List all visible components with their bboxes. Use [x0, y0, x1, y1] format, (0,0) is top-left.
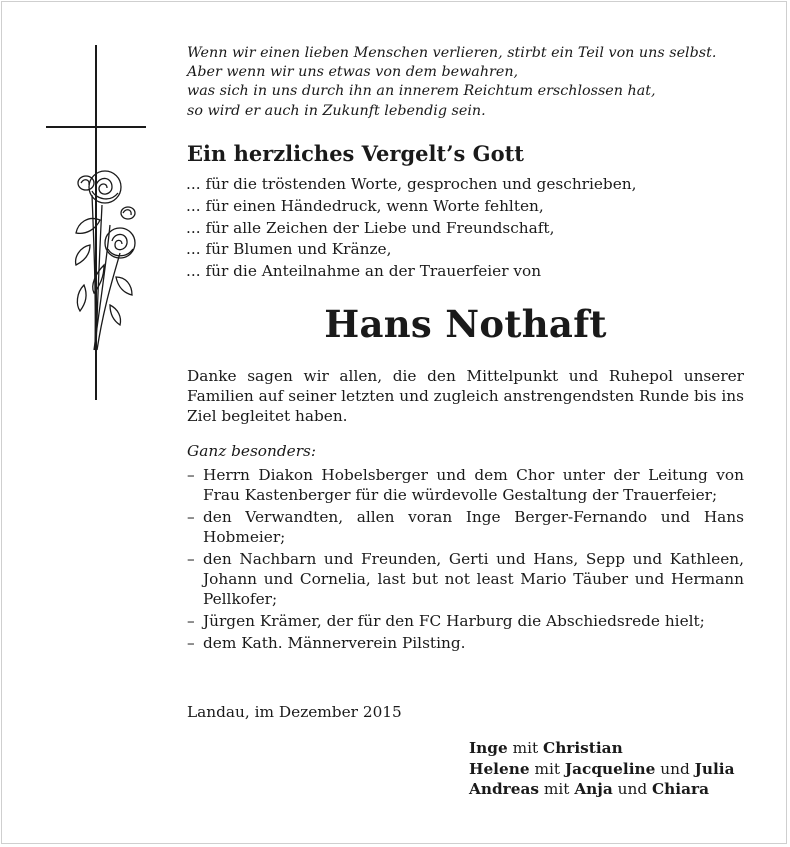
connector-word: und — [660, 759, 690, 778]
list-item-text: dem Kath. Männerverein Pilsting. — [203, 634, 466, 652]
thanks-body-text: Danke sagen wir allen, die den Mittelpunkt und Ruhepol unserer Familien auf seiner letzten und zugleich anstrengendsten Runde bis ins Ziel begleitet haben. — [187, 367, 744, 425]
signer-name: Chiara — [652, 780, 709, 798]
signer-name: Anja — [574, 780, 613, 798]
intro-line: was sich in uns durch ihn an innerem Reichtum erschlossen hat, — [187, 83, 656, 100]
connector-word: und — [617, 780, 648, 798]
dash-bullet: – — [187, 550, 195, 568]
reasons-list — [186, 174, 636, 283]
dash-bullet: – — [187, 612, 195, 630]
connector-word: mit — [512, 739, 539, 757]
cross-with-roses — [40, 40, 160, 410]
dash-bullet: – — [187, 466, 195, 484]
intro-line: Wenn wir einen lieben Menschen verlieren, stirbt ein Teil von uns selbst. — [187, 45, 717, 61]
signer-line — [469, 759, 735, 780]
reason-item: ... für die Anteilnahme an der Trauerfeier von — [186, 262, 542, 281]
dash-bullet: – — [187, 634, 195, 652]
intro-poem — [187, 44, 757, 121]
dash-bullet: – — [187, 508, 195, 526]
list-item — [187, 549, 744, 609]
reason-item: ... für Blumen und Kränze, — [186, 240, 392, 259]
list-item — [187, 507, 744, 547]
list-item-text: Herrn Diakon Hobelsberger und dem Chor unter der Leitung von Frau Kastenberger für die würdevolle Gestaltung der Trauerfeier; — [203, 466, 744, 504]
deceased-name: Hans Nothaft — [324, 302, 607, 346]
intro-line: so wird er auch in Zukunft lebendig sein. — [187, 102, 486, 119]
list-item-text: den Nachbarn und Freunden, Gerti und Hans, Sepp und Kathleen, Johann und Cornelia, last but not least Mario Täuber und Hermann Pellkofer; — [203, 550, 744, 608]
signer-name: Helene — [469, 759, 530, 778]
reason-item: ... für alle Zeichen der Liebe und Freundschaft, — [186, 218, 555, 237]
special-thanks-list — [187, 465, 744, 655]
signer-name: Julia — [694, 759, 735, 778]
list-item-text: Jürgen Krämer, der für den FC Harburg die Abschiedsrede hielt; — [203, 612, 705, 630]
cross-horizontal-beam — [46, 126, 146, 128]
list-item — [187, 611, 744, 631]
connector-word: mit — [534, 759, 561, 778]
signer-name: Andreas — [469, 780, 540, 798]
roses-icon — [70, 165, 140, 355]
reason-item: ... für einen Händedruck, wenn Worte fehlten, — [186, 196, 544, 215]
reason-item: ... für die tröstenden Worte, gesprochen und geschrieben, — [186, 175, 637, 193]
intro-line: Aber wenn wir uns etwas von dem bewahren, — [187, 64, 519, 81]
signer-name: Inge — [469, 739, 508, 757]
list-item-text: den Verwandten, allen voran Inge Berger-Fernando und Hans Hobmeier; — [203, 508, 744, 546]
place-and-date: Landau, im Dezember 2015 — [187, 703, 402, 721]
special-thanks-label: Ganz besonders: — [187, 442, 317, 460]
thanks-heading: Ein herzliches Vergelt’s Gott — [187, 141, 524, 166]
signer-line — [469, 779, 735, 800]
connector-word: mit — [543, 780, 570, 798]
list-item — [187, 633, 744, 653]
signer-name: Christian — [543, 739, 623, 757]
signer-name: Jacqueline — [564, 759, 656, 778]
signer-line — [469, 738, 735, 759]
signers-block — [469, 738, 735, 800]
list-item — [187, 465, 744, 505]
